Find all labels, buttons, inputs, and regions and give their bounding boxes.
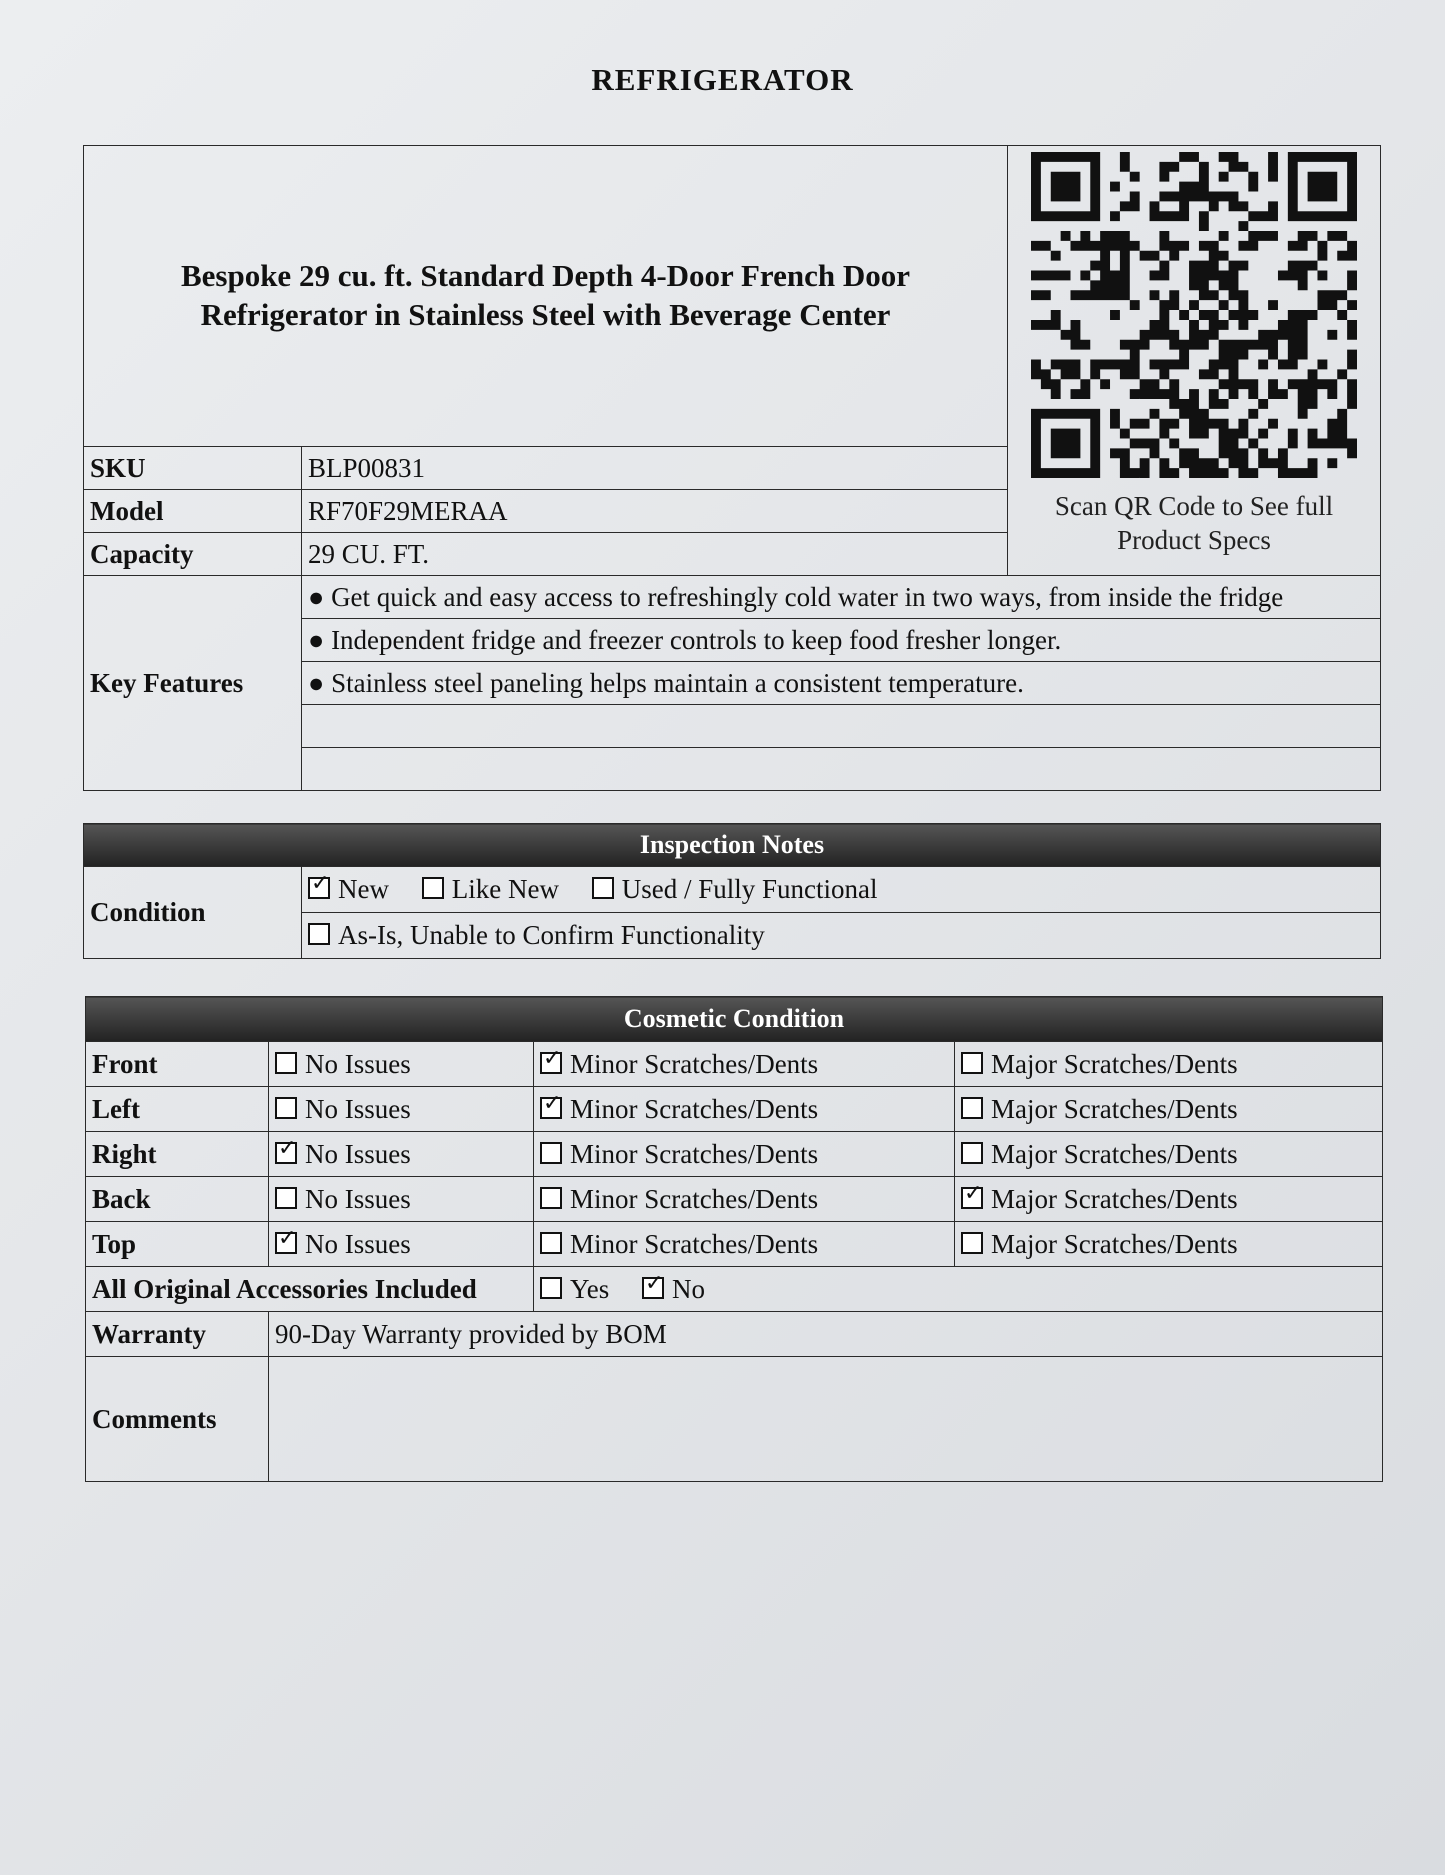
checkbox[interactable] (275, 1187, 297, 1209)
key-features-label: Key Features (84, 576, 302, 791)
capacity-value: 29 CU. FT. (302, 533, 1008, 576)
cosmetic-header: Cosmetic Condition (86, 997, 1383, 1042)
accessories-option[interactable]: Yes (540, 1274, 609, 1304)
condition-options-row-2 (302, 913, 1381, 959)
checkbox[interactable] (961, 1142, 983, 1164)
condition-option[interactable]: As-Is, Unable to Confirm Functionality (308, 920, 765, 950)
side-label: Top (86, 1222, 269, 1267)
accessories-option[interactable]: ✓ No (642, 1274, 705, 1304)
checkbox[interactable] (540, 1232, 562, 1254)
bullet-icon: ● (308, 581, 332, 612)
sku-value: BLP00831 (302, 447, 1008, 490)
cosmetic-option[interactable]: No Issues (269, 1042, 534, 1087)
checkbox[interactable] (540, 1187, 562, 1209)
cosmetic-option[interactable]: ✓ Major Scratches/Dents (955, 1177, 1383, 1222)
side-label: Front (86, 1042, 269, 1087)
feature-item: ● Get quick and easy access to refreshingly cold water in two ways, from inside the fridge (302, 576, 1381, 619)
cosmetic-option[interactable]: Major Scratches/Dents (955, 1132, 1383, 1177)
condition-option[interactable]: ✓New (308, 874, 389, 904)
side-label: Right (86, 1132, 269, 1177)
accessories-options (534, 1267, 1383, 1312)
bullet-icon: ● (308, 667, 332, 698)
checkbox[interactable] (540, 1142, 562, 1164)
qr-code[interactable] (1031, 152, 1357, 478)
checkbox[interactable] (422, 877, 444, 899)
cosmetic-option[interactable]: No Issues (269, 1177, 534, 1222)
cosmetic-option[interactable]: Major Scratches/Dents (955, 1087, 1383, 1132)
qr-cell (1008, 146, 1381, 576)
model-label: Model (84, 490, 302, 533)
product-title: Bespoke 29 cu. ft. Standard Depth 4-Door French Door Refrigerator in Stainless Steel with Beverage Center (84, 146, 1008, 447)
checkbox[interactable] (642, 1277, 664, 1299)
comments-field[interactable] (269, 1357, 1383, 1482)
cosmetic-option[interactable]: Minor Scratches/Dents (534, 1177, 955, 1222)
document-title: REFRIGERATOR (591, 62, 854, 97)
cosmetic-option[interactable]: ✓ Minor Scratches/Dents (534, 1087, 955, 1132)
checkbox[interactable] (961, 1232, 983, 1254)
feature-item-empty (302, 748, 1381, 791)
cosmetic-rows (86, 1042, 1383, 1267)
capacity-label: Capacity (84, 533, 302, 576)
inspection-header: Inspection Notes (84, 824, 1381, 867)
qr-caption: Scan QR Code to See full Product Specs (1054, 491, 1334, 555)
cosmetic-option[interactable]: No Issues (269, 1087, 534, 1132)
bullet-icon: ● (308, 624, 332, 655)
cosmetic-option[interactable]: ✓ No Issues (269, 1222, 534, 1267)
inspection-table (83, 823, 1381, 959)
checkbox[interactable] (275, 1052, 297, 1074)
feature-item: ● Independent fridge and freezer controls to keep food fresher longer. (302, 619, 1381, 662)
warranty-label: Warranty (86, 1312, 269, 1357)
side-label: Left (86, 1087, 269, 1132)
checkbox[interactable] (961, 1052, 983, 1074)
cosmetic-row (86, 1042, 1383, 1087)
condition-option[interactable]: Used / Fully Functional (592, 874, 878, 904)
checkbox[interactable] (592, 877, 614, 899)
warranty-value: 90-Day Warranty provided by BOM (269, 1312, 1383, 1357)
product-table (83, 145, 1381, 791)
checkbox[interactable] (308, 923, 330, 945)
sku-label: SKU (84, 447, 302, 490)
checkbox[interactable] (961, 1187, 983, 1209)
cosmetic-table (85, 996, 1383, 1482)
cosmetic-option[interactable]: Major Scratches/Dents (955, 1042, 1383, 1087)
cosmetic-row (86, 1132, 1383, 1177)
cosmetic-option[interactable]: ✓ No Issues (269, 1132, 534, 1177)
comments-label: Comments (86, 1357, 269, 1482)
condition-options-row-1 (302, 867, 1381, 913)
checkbox[interactable] (540, 1277, 562, 1299)
side-label: Back (86, 1177, 269, 1222)
cosmetic-row (86, 1087, 1383, 1132)
checkbox[interactable] (961, 1097, 983, 1119)
model-value: RF70F29MERAA (302, 490, 1008, 533)
cosmetic-option[interactable]: Major Scratches/Dents (955, 1222, 1383, 1267)
condition-option[interactable]: Like New (422, 874, 559, 904)
condition-label: Condition (84, 867, 302, 959)
checkbox[interactable] (308, 877, 330, 899)
checkbox[interactable] (275, 1097, 297, 1119)
checkbox[interactable] (540, 1052, 562, 1074)
cosmetic-row (86, 1222, 1383, 1267)
accessories-label: All Original Accessories Included (86, 1267, 534, 1312)
cosmetic-option[interactable]: ✓ Minor Scratches/Dents (534, 1042, 955, 1087)
cosmetic-option[interactable]: Minor Scratches/Dents (534, 1222, 955, 1267)
cosmetic-row (86, 1177, 1383, 1222)
checkbox[interactable] (275, 1142, 297, 1164)
cosmetic-option[interactable]: Minor Scratches/Dents (534, 1132, 955, 1177)
feature-item-empty (302, 705, 1381, 748)
checkbox[interactable] (275, 1232, 297, 1254)
checkbox[interactable] (540, 1097, 562, 1119)
feature-item: ● Stainless steel paneling helps maintain a consistent temperature. (302, 662, 1381, 705)
